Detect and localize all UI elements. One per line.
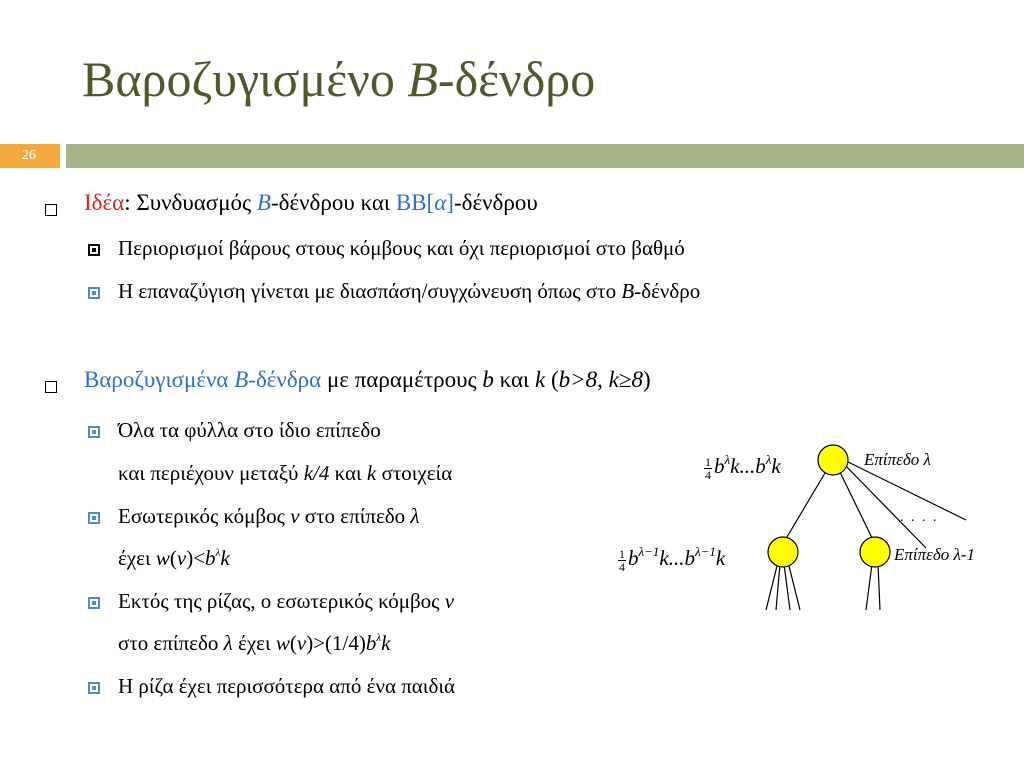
sub-bullet-leaves-line1: Όλα τα φύλλα στο ίδιο επίπεδο (118, 418, 381, 442)
edge-leaf (866, 564, 872, 610)
level-label-bottom: Επίπεδο λ-1 (894, 545, 976, 564)
root-weight-formula: $\frac{1}{4}$ $b^\lambda k...b^\lambda k$ (705, 452, 781, 482)
fraction-quarter: $\frac{1}{4}$ (705, 454, 711, 482)
root-node (818, 445, 848, 475)
edge-root-left (784, 468, 828, 542)
sub-bullet-non-root-line1: Εκτός της ρίζας, ο εσωτερικός κόμβος v (118, 589, 455, 613)
sub-bullet-internal-node-line1: Εσωτερικός κόμβος v στο επίπεδο λ (118, 504, 420, 528)
sub-bullet-icon (88, 512, 100, 524)
tree-diagram-svg (600, 430, 1024, 630)
bullet-square-icon (45, 381, 57, 393)
sub-bullet-icon (88, 682, 100, 694)
child-weight-formula: $\frac{1}{4}$ $b^{\lambda-1}k...b^{\lambda-1}k$ (619, 544, 726, 574)
fraction-quarter: $\frac{1}{4}$ (619, 546, 625, 574)
level-label-top: Επίπεδο λ (864, 450, 931, 469)
tree-diagram (600, 430, 1024, 630)
title-divider-bar (66, 144, 1024, 168)
sub-bullet-icon (88, 287, 100, 299)
edge-leaf (784, 564, 790, 610)
ellipsis-dots: . . . . (900, 510, 939, 525)
edge-root-right (838, 468, 874, 542)
edge-root-child-3 (842, 462, 926, 548)
sub-bullet-root: Η ρίζα έχει περισσότερα από ένα παιδιά (118, 674, 455, 698)
bullet-idea: Ιδέα: Συνδυασμός B-δένδρου και BB[α]-δένδρου (84, 190, 538, 215)
sub-bullet-icon (88, 426, 100, 438)
child-node-left (768, 537, 798, 567)
sub-bullet-internal-node-line2: έχει $w(v)<b^\lambda k$ (118, 546, 230, 570)
bullet-square-icon (45, 204, 57, 216)
sub-bullet-weight-constraints: Περιορισμοί βάρους στους κόμβους και όχι περιορισμοί στο βαθμό (118, 236, 685, 260)
sub-bullet-icon (88, 244, 100, 256)
sub-bullet-non-root-line2: στο επίπεδο λ έχει $w(v)>(1/4)b^\lambda k$ (118, 631, 391, 655)
slide-number: 26 (0, 144, 60, 168)
slide-title: Βαροζυγισμένο B-δένδρο (82, 51, 596, 107)
bullet-weight-balanced-btrees: Βαροζυγισμένα B-δένδρα με παραμέτρους b και k (b>8, k≥8) (84, 367, 651, 392)
edge-leaf (788, 562, 800, 610)
edge-leaf (878, 564, 880, 610)
sub-bullet-rebalancing: Η επαναζύγιση γίνεται με διασπάση/συγχώνευση όπως στο B-δένδρο (118, 279, 701, 303)
sub-bullet-leaves-line2: και περιέχουν μεταξύ k/4 και k στοιχεία (118, 461, 453, 485)
sub-bullet-icon (88, 597, 100, 609)
child-node-right (860, 537, 890, 567)
edge-leaf (776, 564, 780, 610)
